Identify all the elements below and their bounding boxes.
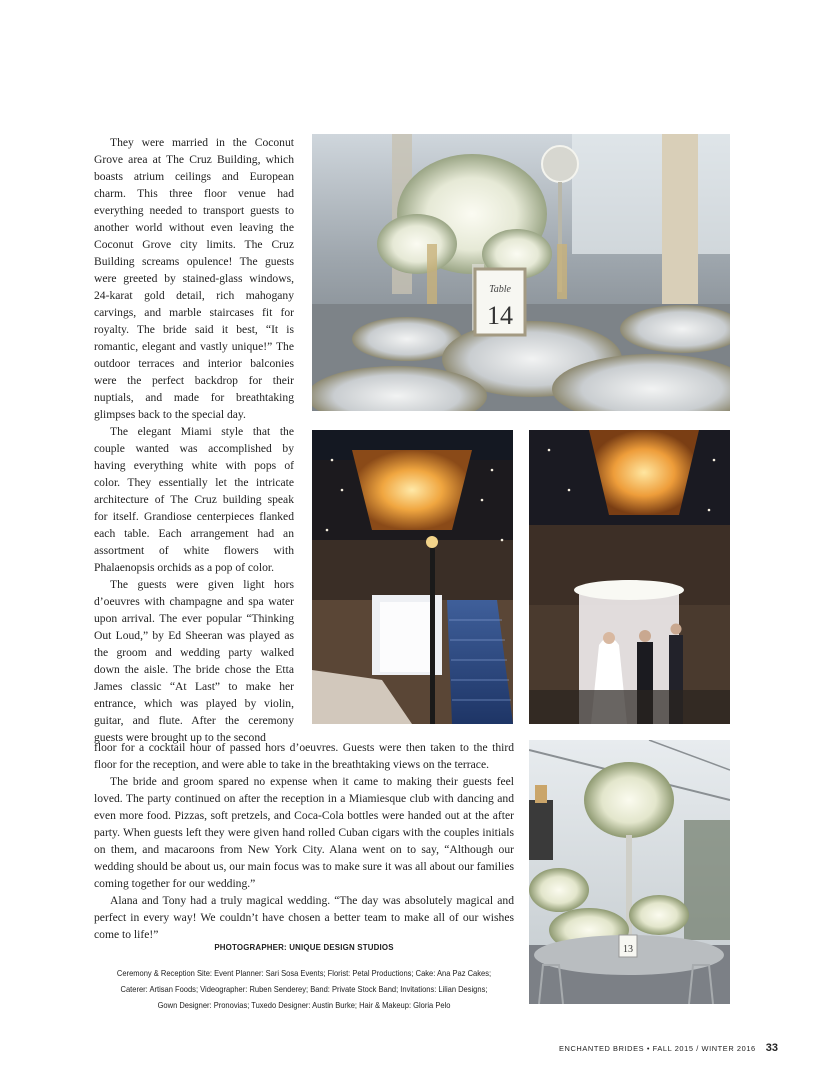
table-card-number-small: 13 [623, 944, 633, 955]
photo-ceremony [529, 430, 730, 724]
article-paragraph: The guests were given light hors d’oeuvres with champagne and spa water upon arrival. The ever popular “Thinking Out Loud,” by Ed Sheeran was played as the groom and wedding party walked down the aisle. The bride chose the Etta James classic “At Last” to make her entrance, which was played by violin, guitar, and flute. After the ceremony guests were brought up to the second [94, 578, 294, 744]
photo-credits [94, 942, 514, 1013]
photo-reception-centerpiece [529, 740, 730, 1004]
article-paragraph: Alana and Tony had a truly magical wedding. “The day was absolutely magical and perfect in every way! We couldn’t have chosen a better team to make all of our wishes come to life!” [94, 894, 514, 941]
vendor-credit-line: Ceremony & Reception Site: Event Planner: Sari Sosa Events; Florist: Petal Productions; Cake: Ana Paz Cakes; [116, 968, 492, 978]
vendor-credit-line: Gown Designer: Pronovias; Tuxedo Designer: Austin Burke; Hair & Makeup: Gloria Pelo [157, 1000, 451, 1010]
page-footer [559, 1042, 778, 1054]
table-card-label: Table [489, 284, 511, 295]
page-number: 33 [765, 1042, 778, 1054]
article-paragraph: The elegant Miami style that the couple wanted was accomplished by having everything white with pops of color. They essentially let the intricate architecture of The Cruz building speak for itself. Grandiose centerpieces flanked each table. Each arrangement had an assortment of white flowers with Phalaenopsis orchids as a pop of color. [94, 425, 294, 574]
publication-label: ENCHANTED BRIDES • FALL 2015 / WINTER 2016 [559, 1044, 756, 1053]
vendor-credit-line: Caterer: Artisan Foods; Videographer: Ruben Senderey; Band: Private Stock Band; Invitations: Lilian Designs; [120, 984, 488, 994]
article-column-narrow [94, 134, 294, 746]
vendor-credits [115, 965, 493, 1013]
photographer-credit: PHOTOGRAPHER: UNIQUE DESIGN STUDIOS [214, 942, 394, 952]
article-column-wide [94, 739, 514, 943]
photo-table-setting [312, 134, 730, 411]
table-card-number: 14 [487, 301, 513, 330]
article-paragraph: They were married in the Coconut Grove area at The Cruz Building, which boasts atrium ceilings and European charm. This three floor venue had everything needed to transport guests to another world without even leaving the Coconut Grove city limits. The Cruz Building screams opulence! The guests were greeted by stained-glass windows, 24-karat gold detail, rich mahogany carvings, and marble staircases fit for royalty. The bride said it best, “It is romantic, elegant and vastly unique!” The outdoor terraces and interior balconies were the perfect backdrop for their nuptials, and made for breathtaking glimpses back to the special day. [94, 136, 294, 421]
article-paragraph-continued: floor for a cocktail hour of passed hors d’oeuvres. Guests were then taken to the third floor for the reception, and were able to take in the breathtaking views on the terrace. [94, 741, 514, 771]
photo-atrium-staircase [312, 430, 513, 724]
article-paragraph: The bride and groom spared no expense when it came to making their guests feel loved. The party continued on after the reception in a Miamiesque club with dancing and even more food. Pizzas, soft pretzels, and Coca-Cola bottles were handed out at the after party. When guests left they were given hand rolled Cuban cigars with the couples initials on them, and macaroons from New York City. Alana went on to say, “Although our wedding should be about us, our main focus was to make sure it was all about our families coming together for our wedding.” [94, 775, 514, 890]
